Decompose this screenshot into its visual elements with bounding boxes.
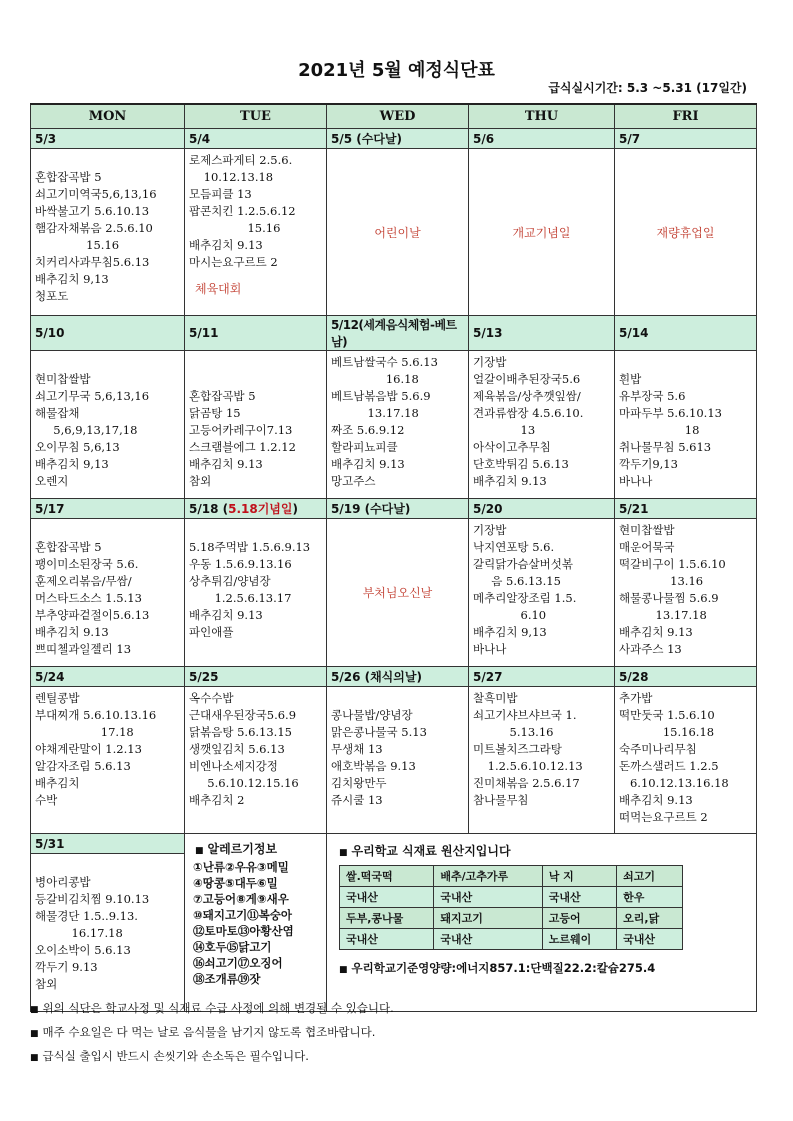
date-cell: 5/25 xyxy=(185,667,327,687)
date-cell: 5/27 xyxy=(469,667,615,687)
origin-value: 국내산 xyxy=(340,929,434,950)
bullet-icon: ■ xyxy=(339,848,348,858)
menu-cell: 찰흑미밥 쇠고기샤브샤브국 1. 5.13.16 미트볼치즈그라탕 1.2.5.6.10.12.13 진미채볶음 2.5.6.17 참나물무침 xyxy=(473,691,583,807)
menu-cell: 콩나물밥/양념장 맑은콩나물국 5.13 무생채 13 애호박볶음 9.13 김치왕만두 쥬시쿨 13 xyxy=(331,708,427,807)
origin-value: 노르웨이 xyxy=(542,929,616,950)
menu-cell: 기장밥 얼갈이배추된장국5.6 제육볶음/상추깻잎쌈/ 견과류쌈장 4.5.6.10. 13 아삭이고추무침 단호박튀김 5.6.13 배추김치 9.13 xyxy=(473,355,584,488)
bullet-icon: ■ xyxy=(339,965,348,975)
menu-cell: 기장밥 낙지연포탕 5.6. 갈릭닭가슴살버섯볶 음 5.6.13.15 메추리알장조림 1.5. 6.10 배추김치 9,13 바나나 xyxy=(473,523,577,656)
date-cell: 5/13 xyxy=(469,316,615,351)
date-cell: 5/17 xyxy=(31,499,185,519)
weekday-header-row xyxy=(31,104,757,129)
menu-cell: 혼합잡곡밥 5 팽이미소된장국 5.6. 훈제오리볶음/무쌈/ 머스타드소스 1.5.13 부추양파겉절이5.6.13 배추김치 9.13 쁘띠첼과일젤리 13 xyxy=(35,540,150,656)
allergy-title: 알레르기정보 xyxy=(207,842,278,856)
menu-cell: 5.18주먹밥 1.5.6.9.13 우동 1.5.6.9.13.16 상추튀김/양념장 1.2.5.6.13.17 배추김치 9.13 파인애플 xyxy=(189,540,311,639)
bullet-icon: ■ xyxy=(30,1053,39,1063)
day-header-thu: THU xyxy=(469,104,615,129)
holiday-label: 재량휴업일 xyxy=(656,225,715,240)
menu-cell: 추가밥 떡만둣국 1.5.6.10 15.16.18 숙주미나리무침 돈까스샐러드 1.2.5 6.10.12.13.16.18 배추김치 9.13 떠먹는요구르트 2 xyxy=(619,691,729,824)
date-row xyxy=(31,129,757,149)
menu-cell: 혼합잡곡밥 5 닭곰탕 15 고등어카레구이7.13 스크램블에그 1.2.12 배추김치 9.13 참외 xyxy=(189,389,296,488)
origin-value: 한우 xyxy=(617,887,683,908)
menu-cell: 현미찹쌀밥 매운어묵국 떡갈비구이 1.5.6.10 13.16 해물콩나물찜 5.6.9 13.17.18 배추김치 9.13 사과주스 13 xyxy=(619,523,726,656)
date-cell: 5/31 xyxy=(31,834,185,854)
menu-cell: 베트남쌀국수 5.6.13 16.18 베트남볶음밥 5.6.9 13.17.18 짜조 5.6.9.12 할라피뇨피클 배추김치 9.13 망고주스 xyxy=(331,355,438,488)
notice-list xyxy=(30,997,394,1069)
page-title: 2021년 5월 예정식단표 xyxy=(298,60,495,81)
date-cell: 5/7 xyxy=(615,129,757,149)
day-header-fri: FRI xyxy=(615,104,757,129)
date-cell: 5/5 (수다날) xyxy=(327,129,469,149)
origin-item: 쌀.떡국떡 xyxy=(340,866,434,887)
origin-item: 배추/고추가루 xyxy=(434,866,542,887)
date-row xyxy=(31,667,757,687)
date-cell: 5/18 (5.18기념일) xyxy=(185,499,327,519)
memorial-day-label: 5.18기념일 xyxy=(228,502,293,516)
bullet-icon: ■ xyxy=(30,1029,39,1039)
origin-value: 국내산 xyxy=(434,887,542,908)
date-cell: 5/26 (채식의날) xyxy=(327,667,469,687)
date-row xyxy=(31,834,757,854)
menu-cell: 흰밥 유부장국 5.6 마파두부 5.6.10.13 18 취나물무침 5.613 깍두기9,13 바나나 xyxy=(619,372,722,488)
menu-row xyxy=(31,519,757,667)
holiday-label: 부처님오신날 xyxy=(362,586,433,600)
origin-item: 낙 지 xyxy=(542,866,616,887)
origin-value: 국내산 xyxy=(617,929,683,950)
origin-item: 돼지고기 xyxy=(434,908,542,929)
origin-item: 두부,콩나물 xyxy=(340,908,434,929)
serving-period: 급식실시기간: 5.3 ~5.31 (17일간) xyxy=(548,81,747,95)
day-header-tue: TUE xyxy=(185,104,327,129)
date-cell: 5/10 xyxy=(31,316,185,351)
bullet-icon: ■ xyxy=(195,846,204,856)
menu-table xyxy=(30,103,757,1012)
date-cell: 5/4 xyxy=(185,129,327,149)
origin-value: 국내산 xyxy=(542,887,616,908)
origin-panel xyxy=(327,834,757,1012)
menu-cell: 렌틸콩밥 부대찌개 5.6.10.13.16 17.18 야채계란말이 1.2.13 알감자조림 5.6.13 배추김치 수박 xyxy=(35,691,157,807)
date-row xyxy=(31,316,757,351)
date-cell: 5/14 xyxy=(615,316,757,351)
date-cell: 5/28 xyxy=(615,667,757,687)
allergy-list: ①난류②우유③메밀 ④땅콩⑤대두⑥밀 ⑦고등어⑧게⑨새우 ⑩돼지고기⑪복숭아 ⑫토마토⑬아황산염 ⑭호두⑮닭고기 ⑯쇠고기⑰오징어 ⑱조개류⑲잣 xyxy=(193,860,294,986)
origin-item: 쇠고기 xyxy=(617,866,683,887)
origin-title: 우리학교 식재료 원산지입니다 xyxy=(351,844,511,858)
origin-item: 오리,닭 xyxy=(617,908,683,929)
menu-cell: 병아리콩밥 등갈비김치찜 9.10.13 해물경단 1.5..9.13. 16.17.18 오이소박이 5.6.13 깍두기 9.13 참외 xyxy=(35,875,150,991)
day-header-wed: WED xyxy=(327,104,469,129)
nutrition-standard: 우리학교기준영양량:에너지857.1:단백질22.2:칼슘275.4 xyxy=(351,961,656,975)
menu-cell: 현미찹쌀밥 쇠고기무국 5,6,13,16 해물잡채 5,6,9,13,17,18 오이무침 5,6,13 배추김치 9,13 오렌지 xyxy=(35,372,150,488)
holiday-label: 어린이날 xyxy=(374,225,421,240)
bullet-icon: ■ xyxy=(30,1005,39,1015)
date-cell: 5/11 xyxy=(185,316,327,351)
notice-item: ■ 매주 수요일은 다 먹는 날로 음식물을 남기지 않도록 협조바랍니다. xyxy=(30,1025,376,1039)
notice-item: ■ 급식실 출입시 반드시 손씻기와 손소독은 필수입니다. xyxy=(30,1049,309,1063)
holiday-label: 개교기념일 xyxy=(512,225,571,240)
menu-row xyxy=(31,351,757,499)
date-cell: 5/3 xyxy=(31,129,185,149)
allergy-panel xyxy=(185,834,327,1012)
day-header-mon: MON xyxy=(31,104,185,129)
date-cell: 5/12(세계음식체험-베트남) xyxy=(327,316,469,351)
notice-item: ■ 위의 식단은 학교사정 및 식재료 수급 사정에 의해 변경될 수 있습니다. xyxy=(30,1001,394,1015)
date-row xyxy=(31,499,757,519)
menu-cell: 로제스파게티 2.5.6. 10.12.13.18 모듬피클 13 팝콘치킨 1.2.5.6.12 15.16 배추김치 9.13 마시는요구르트 2 xyxy=(189,153,296,269)
origin-value: 국내산 xyxy=(434,929,542,950)
origin-table xyxy=(339,865,683,950)
date-cell: 5/19 (수다날) xyxy=(327,499,469,519)
menu-row xyxy=(31,149,757,316)
menu-cell: 옥수수밥 근대새우된장국5.6.9 닭볶음탕 5.6.13.15 생깻잎김치 5.6.13 비엔나소세지강정 5.6.10.12.15.16 배추김치 2 xyxy=(189,691,299,807)
menu-row xyxy=(31,687,757,834)
date-cell: 5/24 xyxy=(31,667,185,687)
date-cell: 5/20 xyxy=(469,499,615,519)
date-cell: 5/21 xyxy=(615,499,757,519)
origin-item: 고등어 xyxy=(542,908,616,929)
date-cell: 5/6 xyxy=(469,129,615,149)
event-note: 체육대회 xyxy=(195,282,242,296)
origin-value: 국내산 xyxy=(340,887,434,908)
menu-cell: 혼합잡곡밥 5 쇠고기미역국5,6,13,16 바싹불고기 5.6.10.13 햄감자채볶음 2.5.6.10 15.16 치커리사과무침5.6.13 배추김치 9,13 청포도 xyxy=(35,170,157,303)
